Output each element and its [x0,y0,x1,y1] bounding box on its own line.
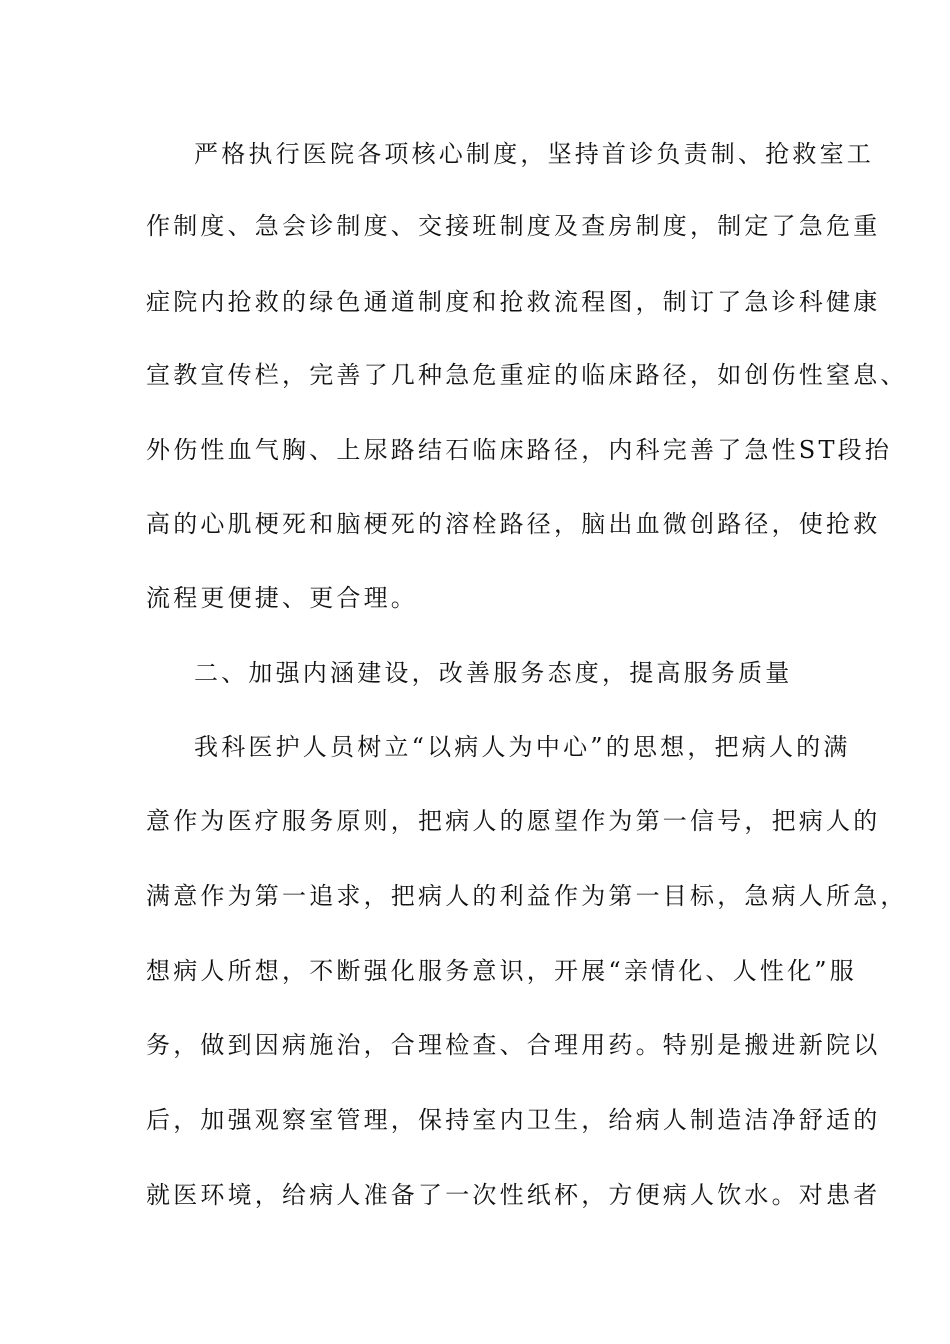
paragraph-line: 就医环境，给病人准备了一次性纸杯，方便病人饮水。对患者 [146,1181,881,1209]
paragraph-line: 高的心肌梗死和脑梗死的溶栓路径，脑出血微创路径，使抢救 [146,510,881,538]
paragraph-line: 宣教宣传栏，完善了几种急危重症的临床路径，如创伤性窒息、 [146,361,908,389]
paragraph-line: 症院内抢救的绿色通道制度和抢救流程图，制订了急诊科健康 [146,288,881,316]
paragraph-line: 我科医护人员树立“以病人为中心”的思想，把病人的满 [194,733,851,761]
paragraph-line: 外伤性血气胸、上尿路结石临床路径，内科完善了急性ST段抬 [146,436,893,464]
section-heading: 二、加强内涵建设，改善服务态度，提高服务质量 [194,659,793,687]
paragraph-line: 意作为医疗服务原则，把病人的愿望作为第一信号，把病人的 [146,807,881,835]
paragraph-line: 想病人所想，不断强化服务意识，开展“亲情化、人性化”服 [146,957,857,985]
paragraph-line: 严格执行医院各项核心制度，坚持首诊负责制、抢救室工 [194,140,874,168]
paragraph-line: 作制度、急会诊制度、交接班制度及查房制度，制定了急危重 [146,212,881,240]
paragraph-line: 满意作为第一追求，把病人的利益作为第一目标，急病人所急， [146,882,908,910]
paragraph-line: 流程更便捷、更合理。 [146,584,418,612]
paragraph-line: 后，加强观察室管理，保持室内卫生，给病人制造洁净舒适的 [146,1106,881,1134]
paragraph-line: 务，做到因病施治，合理检查、合理用药。特别是搬进新院以 [146,1031,881,1059]
